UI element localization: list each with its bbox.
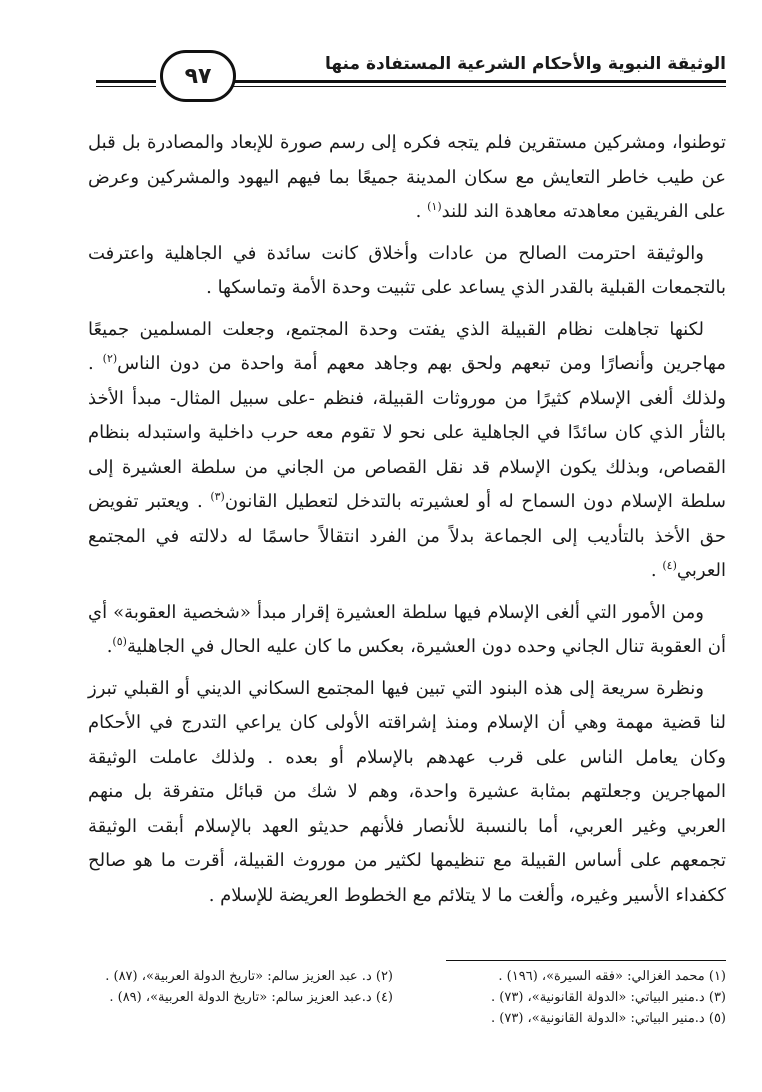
paragraph-5: ونظرة سريعة إلى هذه البنود التي تبين فيها المجتمع السكاني الديني أو القبلي تبرز لنا قضية مهمة وهي أن الإسلام ومنذ إشراقته الأولى كان يراعي التدرج في الأحكام وكان يعامل الناس على قرب عهدهم بالإسلام أو بعده . ولذلك عاملت الوثيقة المهاجرين وجعلتهم بمثابة عشيرة واحدة، وهم لا شك من قبائل متفرقة بل منهم العربي وغير العربي، أما بالنسبة للأنصار فلأنهم حديثو العهد بالإسلام أبقت الوثيقة تجمعهم على أساس القبيلة مع تنظيمها لكثير من موروث القبيلة، أقرت ما هو صالح ككفداء الأسير وغيره، وألغت ما لا يتلائم مع الخطوط العريضة للإسلام . <box>88 677 726 906</box>
footnote-row <box>60 966 726 987</box>
paragraph-1: توطنوا، ومشركين مستقرين فلم يتجه فكره إلى رسم صورة للإبعاد والمصادرة بل قبل عن طيب خاطر التعايش مع سكان المدينة جميعًا بما فيهم اليهود والمشركين وعرض على الفريقين معاهدته معاهدة الند للند$^{(١)}$ . <box>88 132 726 222</box>
footnote-row <box>60 987 726 1008</box>
footnote-ref: (٣) <box>210 490 225 503</box>
footnote-separator <box>446 960 726 961</box>
paragraph-4: ومن الأمور التي ألغى الإسلام فيها سلطة العشيرة إقرار مبدأ «شخصية العقوبة» أي أن العقوبة تنال الجاني وحده دون العشيرة، بعكس ما كان عليه الحال في الجاهلية$^{(٥)}$. <box>88 601 726 657</box>
footnote-3: (٣) د.منير البياتي: «الدولة القانونية»، (٧٣) . <box>491 990 726 1005</box>
footnote-ref: (٥) <box>112 635 127 648</box>
footnotes <box>60 966 726 1029</box>
body-text <box>88 126 726 920</box>
header-rule-thin <box>206 86 726 87</box>
paragraph-3: لكنها تجاهلت نظام القبيلة الذي يفتت وحدة المجتمع، وجعلت المسلمين جميعًا مهاجرين وأنصارًا ومن تبعهم ولحق بهم وجاهد معهم أمة واحدة من دون الناس$^{(٢)}$ . ولذلك ألغى الإسلام كثيرًا من موروثات القبيلة، فنظم -على سبيل المثال- مبدأ الأخذ بالثأر الذي كان سائدًا في الجاهلية على نحو لا تقوم معه حرب داخلية واستبدله بنظام القصاص، وبذلك يكون الإسلام قد نقل القصاص من الجاني من سلطة العشيرة إلى سلطة الإسلام دون السماح له أو لعشيرته بالتدخل لتعطيل القانون$^{(٣)}$ . ويعتبر تفويض حق الأخذ بالتأديب إلى الجماعة بدلاً من الفرد انتقالاً حاسمًا له دلالته في المجتمع العربي$^{(٤)}$ . <box>88 318 727 581</box>
running-title: الوثيقة النبوية والأحكام الشرعية المستفادة منها <box>324 54 726 74</box>
footnote-row <box>60 1008 726 1029</box>
footnote-2: (٢) د. عبد العزيز سالم: «تاريخ الدولة العربية»، (٨٧) . <box>105 969 393 984</box>
page-header <box>96 44 726 114</box>
paragraph-2: والوثيقة احترمت الصالح من عادات وأخلاق كانت سائدة في الجاهلية واعترفت بالتجمعات القبلية بالقدر الذي يساعد على تثبيت وحدة الأمة وتماسكها . <box>88 242 726 298</box>
footnote-5: (٥) د.منير البياتي: «الدولة القانونية»، (٧٣) . <box>491 1011 726 1026</box>
page-number-frame <box>160 50 236 102</box>
header-rule-left-thin <box>96 86 156 87</box>
page-number: ٩٧ <box>184 63 212 89</box>
footnote-1: (١) محمد الغزالي: «فقه السيرة»، (١٩٦) . <box>498 969 726 984</box>
footnote-ref: (٢) <box>102 352 118 365</box>
footnote-ref: (١) <box>427 200 442 213</box>
header-rule-left-thick <box>96 80 156 83</box>
header-rule-thick <box>206 80 726 83</box>
footnote-4: (٤) د.عبد العزيز سالم: «تاريخ الدولة العربية»، (٨٩) . <box>109 990 393 1005</box>
footnote-ref: (٤) <box>662 559 677 572</box>
